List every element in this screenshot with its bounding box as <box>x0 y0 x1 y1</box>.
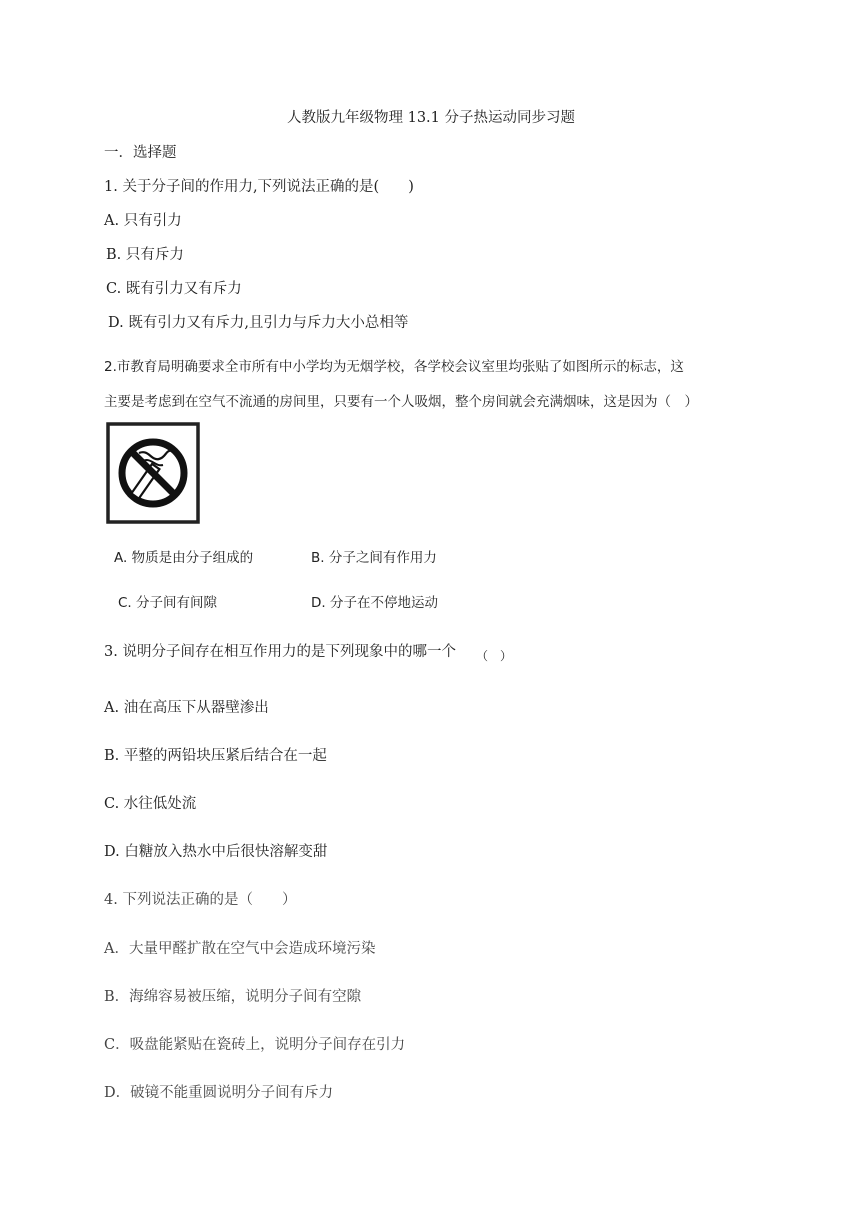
q2-option-c: C. 分子间有间隙 <box>118 595 218 611</box>
section-heading: 一．选择题 <box>104 145 177 161</box>
q4-option-c: C．吸盘能紧贴在瓷砖上，说明分子间存在引力 <box>104 1037 406 1053</box>
q3-stem: 3. 说明分子间存在相互作用力的是下列现象中的哪一个 <box>104 644 456 660</box>
q2-stem-line1: 2.市教育局明确要求全市所有中小学均为无烟学校，各学校会议室里均张贴了如图所示的标志，这 <box>104 359 684 375</box>
q3-option-c: C. 水往低处流 <box>104 796 197 812</box>
q3-paren: （ ） <box>476 649 513 663</box>
q4-option-d: D．破镜不能重圆说明分子间有斥力 <box>104 1085 334 1101</box>
q1-option-c: C. 既有引力又有斥力 <box>106 281 242 297</box>
q2-option-b: B. 分子之间有作用力 <box>311 550 437 566</box>
q1-option-b: B. 只有斥力 <box>106 247 184 263</box>
q2-option-a: A. 物质是由分子组成的 <box>114 550 254 566</box>
q2-option-d: D. 分子在不停地运动 <box>311 595 438 611</box>
q1-option-a: A. 只有引力 <box>104 213 182 229</box>
q4-stem: 4. 下列说法正确的是（ ） <box>104 892 297 908</box>
q4-option-b: B．海绵容易被压缩，说明分子间有空隙 <box>104 989 362 1005</box>
q4-option-a: A．大量甲醛扩散在空气中会造成环境污染 <box>104 941 376 957</box>
q1-option-d: D. 既有引力又有斥力,且引力与斥力大小总相等 <box>108 315 409 331</box>
no-smoking-sign-icon <box>106 422 200 524</box>
document-title: 人教版九年级物理 13.1 分子热运动同步习题 <box>287 110 576 126</box>
q1-stem: 1. 关于分子间的作用力,下列说法正确的是( ) <box>104 179 414 195</box>
q2-stem-line2: 主要是考虑到在空气不流通的房间里，只要有一个人吸烟，整个房间就会充满烟味，这是因为（ ） <box>104 394 698 410</box>
q3-option-a: A. 油在高压下从器壁渗出 <box>104 700 269 716</box>
q3-option-b: B. 平整的两铅块压紧后结合在一起 <box>104 748 327 764</box>
q3-option-d: D. 白糖放入热水中后很快溶解变甜 <box>104 844 328 860</box>
